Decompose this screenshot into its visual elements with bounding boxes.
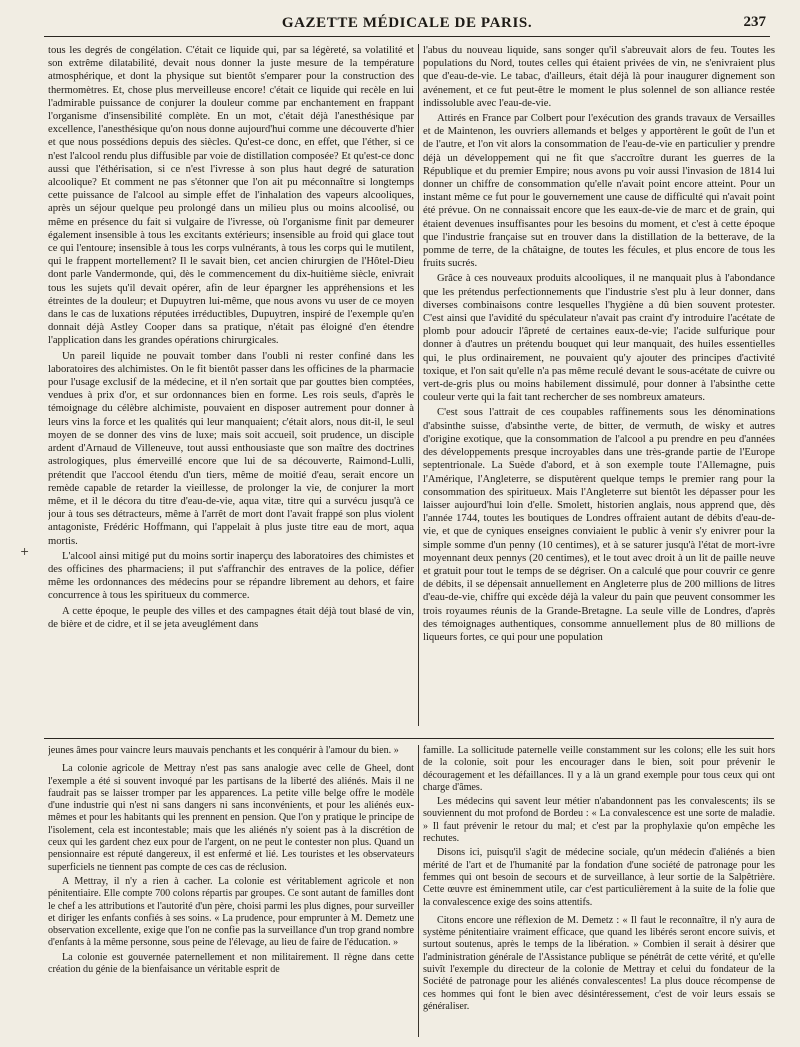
article-column-upper-right (423, 44, 775, 728)
column-divider (418, 745, 419, 1037)
paragraph: La colonie est gouvernée paternellement et non militairement. Il règne dans cette création du génie de la bienfaisance un véritable esprit de (48, 951, 414, 976)
paragraph: L'alcool ainsi mitigé put du moins sortir inaperçu des laboratoires des chimistes et des officines des pharmaciens; il put s'affranchir des entraves de la police, défier même les ordonnances des médecins pour se répandre librement au dehors, et faire concurrence à tous les spiritueux du commerce. (48, 550, 414, 602)
paragraph: tous les degrés de congélation. C'était ce liquide qui, par sa légèreté, sa volatilité et son extrême dilatabilité, devait nous donner la juste mesure de la température atmosphérique, et dont la physique sut bientôt s'emparer pour la construction des thermomètres. Et, chose plus merveilleuse encore! c'était ce liquide qui recèle en lui l'admirable puissance de conjurer la douleur comme par enchantement en frappant l'organisme d'insensibilité complète. En un mot, c'était déjà l'anesthésique par excellence, l'anesthésique qu'on nous donne aujourd'hui comme une découverte d'hier et que nous possédions depuis des siècles. Qu'est-ce donc, en effet, que l'éther, si ce n'est l'alcool rendu plus diffusible par voie de distillation composée? Et qu'est-ce donc aussi que l'éthérisation, si ce n'est l'ivresse à son plus haut degré de saturation alcoolique? Et comment ne pas s'étonner que l'on ait pu méconnaître si longtemps cette puissance de l'alcool au simple effet de l'inhalation des vapeurs alcooliques, après un séjour quelque peu prolongé dans un milieu plus ou moins alcoolisé, ou même en présence du fait si vulgaire de l'ivresse, où l'organisme finit par demeurer également insensible à tous les excitants extérieurs; insensible au froid qui glace tout ce qui l'entoure; insensible à tous les corps vulnérants, à tous les corps qui le mutilent, qui le frappent mortellement? Il le savait bien, cet ancien chirurgien de l'Hôtel-Dieu dont parle Vandermonde, qui, dès le commencement du dix-huitième siècle, enivrait tous les sujets qu'il devait opérer, afin de leur épargner les appréhensions et les étreintes de la douleur; et Dupuytren lui-même, que nous avons vu user de ce moyen dans le cas de luxations réputées irréductibles, Dupuytren, inspiré de l'exemple qu'en donnait déjà Astley Cooper dans sa pratique, n'était pas éloigné d'en étendre l'application dans les grandes opérations chirurgicales. (48, 45, 414, 347)
paragraph: Attirés en France par Colbert pour l'exécution des grands travaux de Versailles et de Maintenon, les ouvriers allemands et belges y apportèrent le goût de l'un et de l'autre, et l'on vit alors la consommation de l'eau-de-vie en particulier y prendre déjà un développement qui ne fit que s'accroître durant les guerres de la République et du premier Empire; nous avons pu voir aussi l'invasion de 1814 lui donner un chiffre de consommation qu'elle n'avait point encore atteint. Pour un instant même ce fut pour le gouvernement une cause de difficulté qui n'avait point été prévue. On ne connaissait encore que les eaux-de-vie de marc et de grain, qui étaient devenues insuffisantes pour les besoins du moment, et c'est à cette époque que l'industrie française sut en trouver dans la distillation de la betterave, de la pomme de terre, de la châtaigne, de toutes les fécules, et plus encore de tous les fruits sucrés. (423, 113, 775, 270)
paragraph: Disons ici, puisqu'il s'agit de médecine sociale, qu'un médecin d'aliénés a bien mérité de l'art et de l'humanité par la fondation d'une société de patronage pour les femmes qui ont besoin de secours et de surveillance, à leur sortie de la Salpêtrière. Cette œuvre est éminemment utile, car c'est particulièrement à la suite de la folie que la convalescence exige des soins attentifs. (423, 847, 775, 908)
page-header (44, 12, 770, 37)
article-column-upper-left (48, 44, 414, 728)
page-number: 237 (743, 14, 766, 30)
margin-mark: + (20, 545, 30, 558)
running-title: GAZETTE MÉDICALE DE PARIS. (281, 15, 533, 31)
paragraph: C'est sous l'attrait de ces coupables raffinements sous les dénominations d'absinthe suisse, d'absinthe verte, de bitter, de vermuth, de wisky et autres d'origine exotique, que la consommation de l'alcool a pu prendre en peu d'années des développements presque incroyables dans une très-grande partie de l'Europe septentrionale. La Suède d'abord, et à son exemple toute l'Allemagne, puis l'Amérique, l'Angleterre, se disputèrent quelque temps le premier rang pour la consommation des spiritueux. Mais l'Angleterre sut bientôt les dépasser pour les laisser aujourd'hui loin d'elle. Smolett, historien anglais, nous apprend que, dès l'année 1744, toutes les boutiques de Londres offraient autant de débits d'eau-de-vie, et que de cyniques enseignes conviaient le public à venir s'y enivrer pour la simple somme d'un penny (10 centimes), et à se saturer jusqu'à l'état de mort-ivre moyennant deux pennys (20 centimes), et le tout avec droit à un lit de paille neuve et gratuit pour tout le temps de se dégriser. On a calculé que pour couvrir ce genre de débits, il se dépensait annuellement en Angleterre plus de 200 millions de litres d'eau-de-vie, chiffre qui excède déjà la valeur du pain que peuvent consommer les trois royaumes réunis de la Grande-Bretagne. La seule ville de Londres, d'après des témoignages authentiques, consomme annuellement plus de 80 millions de liqueurs fortes, ce qui pour une population (423, 407, 775, 643)
paragraph: La colonie agricole de Mettray n'est pas sans analogie avec celle de Gheel, dont l'exemple a été si souvent invoqué par les partisans de la liberté des aliénés. Mais il ne faudrait pas se laisser tromper par les apparences. La petite ville belge offre le modèle d'une industrie qui n'est ni sans dangers ni sans inconvénients, et pour les aliénés eux-mêmes et pour les habitants qui les prennent en pension. Que l'on y pratique le principe de l'isolement, cela est incontestable; mais que les aliénés n'y soient pas à la discrétion de ceux qui les gardent chez eux pour de l'argent, on ne peut le contester non plus. Quand un pensionnaire est réputé dangereux, il est enfermé et lié. Les touristes et les observateurs superficiels ne tiennent pas compte de ces cas de réclusion. (48, 763, 414, 873)
paragraph: Les médecins qui savent leur métier n'abandonnent pas les convalescents; ils se souviennent du mot profond de Bordeu : « La convalescence est une sorte de maladie. » Il faut prévenir le retour du mal; et c'est par la prophylaxie qu'on empêche les rechutes. (423, 796, 775, 845)
paragraph: Un pareil liquide ne pouvait tomber dans l'oubli ni rester confiné dans les laboratoires des alchimistes. On le fit bientôt passer dans les officines de la pharmacie pour l'usage exclusif de la médecine, et il n'en sortait que par gouttes bien comptées, vendues à prix d'or, et sur ordonnances bien en forme. Les rois seuls, d'après le témoignage du célèbre alchimiste, pouvaient en disposer autrement pour donner à leurs vins la force et les qualités qui leur manquaient; c'était alors, nous dit-il, le seul moyen de se donner des vins de luxe; mais soit accueil, soit prudence, un disciple ardent d'Arnaud de Villeneuve, tout aussi enthousiaste que son maître des doctrines astrologiques, plus émerveillé encore que lui de sa découverte, Raimond-Lulli, prétendit que l'accool étendu d'un tiers, même de moitié d'eau, serait encore un remède capable de retarder la vieillesse, de prolonger la vie, de conjurer la mort même, et il le décora du titre d'eau-de-vie, aqua vitæ, titre qui a survécu jusqu'à ce jour à tous ses détracteurs, même à l'arrêt de mort dont l'avait frappé son plus violent antagoniste, Frédéric Hoffmann, qui l'appelait à plus juste titre eau de mort, aqua mortis. (48, 350, 414, 547)
feuilleton-column-left (48, 745, 414, 1041)
paragraph: A Mettray, il n'y a rien à cacher. La colonie est véritablement agricole et non pénitentiaire. Elle compte 700 colons répartis par groupes. Ce sont autant de familles dont le chef a les attributions et l'autorité d'un père, choisi parmi les plus dignes, pour surveiller et diriger les enfants confiés à ses soins. « La prudence, pour emprunter à M. Demetz une observation excellente, exige que l'on ne confie pas la surveillance d'un trop grand nombre d'enfants à la même personne, sous peine de l'élevage, au lieu de faire de l'éducation. » (48, 875, 414, 949)
paragraph: jeunes âmes pour vaincre leurs mauvais penchants et les conquérir à l'amour du bien. » (48, 745, 399, 756)
paragraph: l'abus du nouveau liquide, sans songer qu'il s'abreuvait alors de feu. Toutes les populations du Nord, toutes celles qui étaient privées de vin, ne s'enivraient plus que d'eau-de-vie. Le tabac, d'ailleurs, était déjà là pour inaugurer dignement son avénement, et ce fut peut-être le moment le plus solennel de son alliance restée indissoluble avec l'eau-de-vie. (423, 45, 775, 109)
section-divider (44, 738, 774, 739)
paragraph: Grâce à ces nouveaux produits alcooliques, il ne manquait plus à l'abondance que les prétendus perfectionnements que l'industrie s'est plu à leur donner, dans diverses combinaisons contre lesquelles l'hygiène a dû bien souvent protester. C'est ainsi que l'avidité du spéculateur n'avait pas craint d'y introduire l'acétate de plomb pour adoucir l'âpreté de certaines eaux-de-vie; l'acide sulfurique pour donner à d'autres un prétendu bouquet qui leur manquait, des huiles essentielles qui, le plus ordinairement, ne pouvaient qu'y ajouter des principes d'activité toxique, et l'on sait qu'elle n'a pas même reculé devant le sous-acétate de cuivre ou vert-de-gris plus ou moins habilement dissimulé, pour donner à l'absinthe cette couleur verte qui la fait tant rechercher de ses nombreux amateurs. (423, 273, 775, 404)
column-divider (418, 44, 419, 726)
paragraph: famille. La sollicitude paternelle veille constamment sur les colons; elle les suit hors de la colonie, soit pour les encourager dans le bien, soit pour prévenir le découragement et les défaillances. Il y a là un grand exemple pour tous ceux qui ont charge d'âmes. (423, 745, 775, 793)
paragraph: A cette époque, le peuple des villes et des campagnes était déjà tout blasé de vin, de bière et de cidre, et il se jeta aveuglément dans (48, 605, 414, 630)
feuilleton-column-right (423, 745, 775, 1041)
paragraph: Citons encore une réflexion de M. Demetz : « Il faut le reconnaître, il n'y aura de système pénitentiaire vraiment efficace, que quand les libérés seront encore suivis, et surtout soutenus, après le temps de la libération. » Combien il serait à désirer que l'administration générale de l'Assistance publique se pénétrât de cette vérité, et qu'elle suivît l'exemple du directeur de la colonie de Mettray et celui du fondateur de la Société de patronage pour les aliénés convalescentes! La plus douce récompense de ces hommes qui font le bien avec désintéressement, c'est de voir leurs essais se généraliser. (423, 914, 775, 1012)
